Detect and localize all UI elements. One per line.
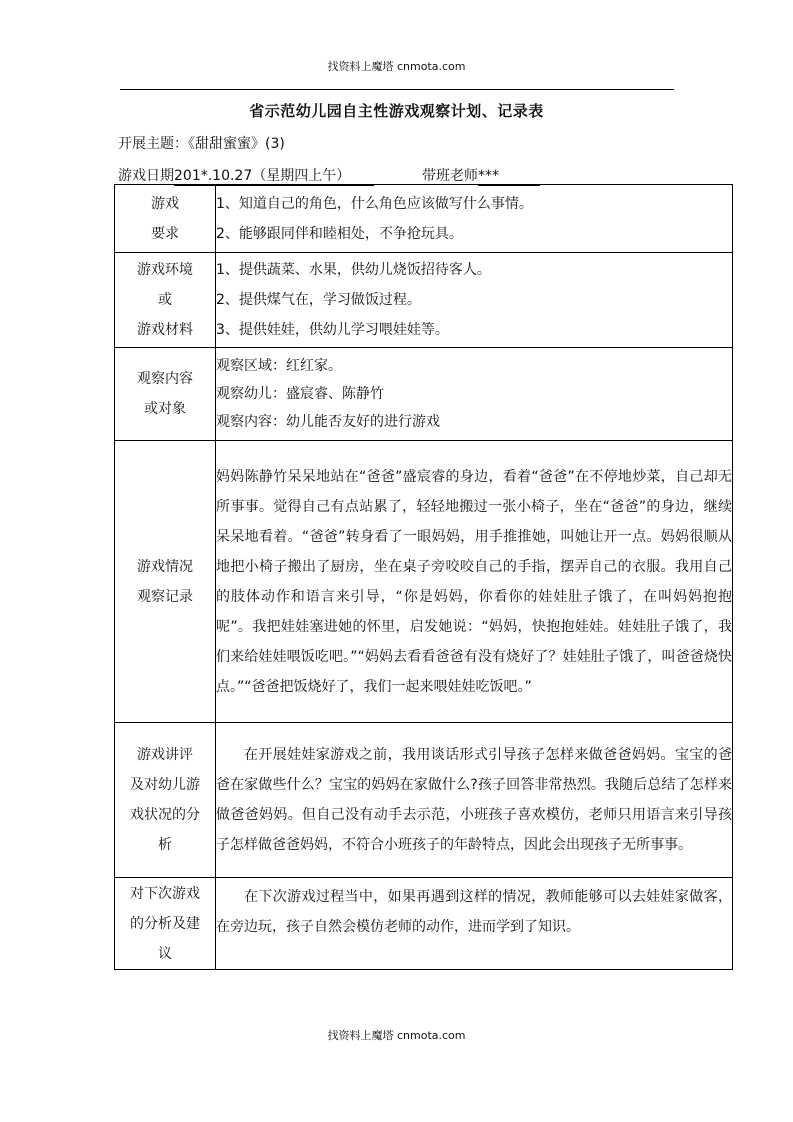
content-line: 观察区域：红红家。 — [216, 358, 342, 374]
content-line: 2、能够跟同伴和睦相处，不争抢玩具。 — [216, 225, 463, 242]
table-row — [115, 723, 733, 878]
label-line: 游戏材料 — [137, 322, 193, 338]
header-rule — [120, 89, 674, 90]
label-line: 或对象 — [144, 401, 186, 417]
row-content — [216, 253, 733, 348]
theme-label: 开展主题： — [118, 136, 188, 152]
row-label — [115, 441, 216, 723]
label-line: 的分析及建 — [130, 915, 200, 932]
table-row — [115, 253, 733, 348]
label-line: 戏状况的分 — [130, 807, 200, 823]
row-content — [216, 185, 733, 253]
label-line: 或 — [158, 292, 172, 308]
table-row — [115, 878, 733, 970]
content-line: 1、知道自己的角色，什么角色应该做写什么事情。 — [216, 195, 533, 212]
label-line: 要求 — [151, 225, 179, 242]
row-label — [115, 185, 216, 253]
label-line: 及对幼儿游 — [130, 777, 200, 793]
label-line: 析 — [158, 837, 172, 853]
row-label — [115, 253, 216, 348]
row-label — [115, 723, 216, 878]
date-label: 游戏日期 — [118, 168, 174, 184]
label-line: 议 — [158, 945, 172, 962]
label-line: 游戏讲评 — [137, 747, 193, 763]
date-value: 201*.10.27（星期四上午） — [174, 168, 374, 186]
document-title: 省示范幼儿园自主性游戏观察计划、记录表 — [249, 102, 544, 120]
label-line: 游戏 — [151, 195, 179, 212]
teacher-label: 带班老师 — [422, 168, 478, 184]
teacher-value: *** — [478, 168, 540, 186]
next-game-suggestion: 在下次游戏过程当中，如果再遇到这样的情况，教师能够可以去娃娃家做客，在旁边玩，孩子自然会模仿老师的动作，进而学到了知识。 — [216, 878, 733, 970]
page-header: 找资料上魔塔 cnmota.com — [327, 60, 466, 73]
table-row — [115, 441, 733, 723]
date-line — [118, 165, 540, 186]
observation-record: 妈妈陈静竹呆呆地站在“爸爸”盛宸睿的身边，看着“爸爸”在不停地炒菜，自己却无所事事。觉得自己有点站累了，轻轻地搬过一张小椅子，坐在“爸爸”的身边，继续呆呆地看着。“爸爸”转身看了一眼妈妈，用手推推她，叫她让开一点。妈妈很顺从地把小椅子搬出了厨房，坐在桌子旁咬咬自己的手指，摆弄自己的衣服。我用自己的肢体动作和语言来引导，“你是妈妈，你看你的娃娃肚子饿了，在叫妈妈抱抱呢”。我把娃娃塞进她的怀里，启发她说：“妈妈，快抱抱娃娃。娃娃肚子饿了，我们来给娃娃喂饭吃吧。”“妈妈去看看爸爸有没有烧好了？娃娃肚子饿了，叫爸爸烧快点。”“爸爸把饭烧好了，我们一起来喂娃娃吃饭吧。” — [216, 441, 733, 723]
label-line: 观察内容 — [137, 371, 193, 387]
content-line: 1、提供蔬菜、水果，供幼儿烧饭招待客人。 — [216, 262, 491, 278]
label-line: 观察记录 — [137, 588, 193, 605]
content-line: 3、提供娃娃，供幼儿学习喂娃娃等。 — [216, 322, 449, 338]
table-row — [115, 185, 733, 253]
content-line: 观察内容：幼儿能否友好的进行游戏 — [216, 414, 440, 430]
label-line: 游戏环境 — [137, 262, 193, 278]
row-content — [216, 348, 733, 441]
row-label — [115, 348, 216, 441]
page-footer: 找资料上魔塔 cnmota.com — [327, 1029, 466, 1042]
label-line: 对下次游戏 — [130, 885, 200, 902]
theme-line — [118, 133, 285, 153]
game-review: 在开展娃娃家游戏之前，我用谈话形式引导孩子怎样来做爸爸妈妈。宝宝的爸爸在家做些什么？宝宝的妈妈在家做什么?孩子回答非常热烈。我随后总结了怎样来做爸爸妈妈。但自己没有动手去示范，小班孩子喜欢模仿，老师只用语言来引导孩子怎样做爸爸妈妈，不符合小班孩子的年龄特点，因此会出现孩子无所事事。 — [216, 723, 733, 878]
table-row — [115, 348, 733, 441]
content-line: 观察幼儿：盛宸睿、陈静竹 — [216, 386, 384, 402]
theme-value: 《甜甜蜜蜜》(3) — [188, 136, 285, 152]
content-line: 2、提供煤气在，学习做饭过程。 — [216, 292, 421, 308]
row-label — [115, 878, 216, 970]
label-line: 游戏情况 — [137, 558, 193, 575]
record-table — [114, 184, 733, 970]
